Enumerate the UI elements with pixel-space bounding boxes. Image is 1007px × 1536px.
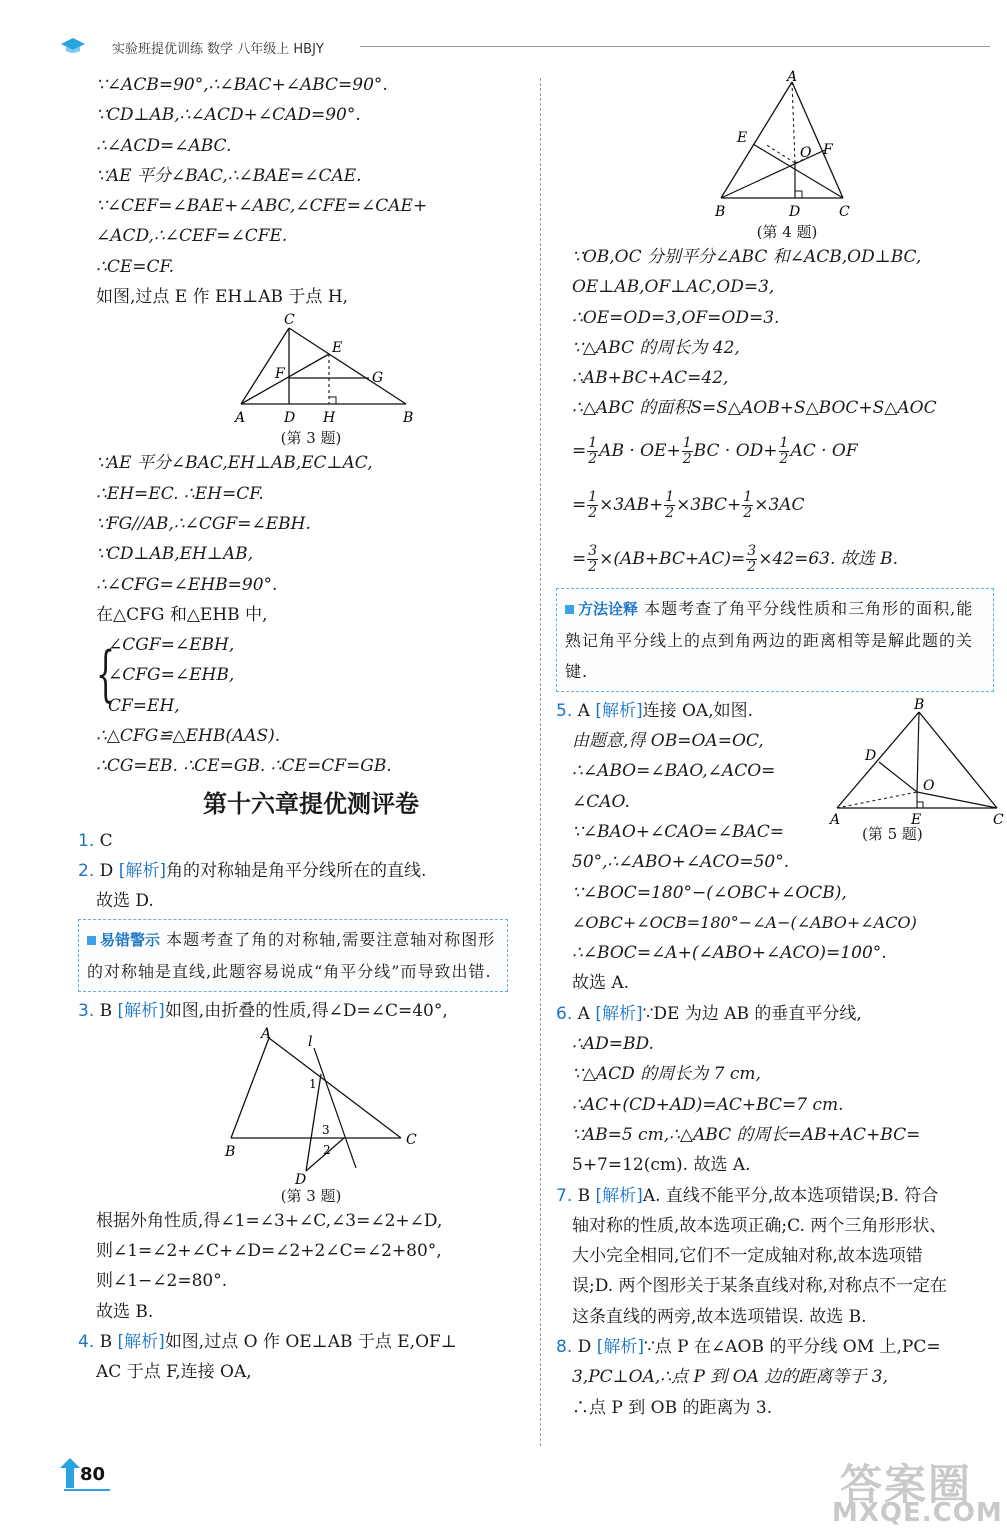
label-1: 1 <box>309 1076 317 1091</box>
label-g: G <box>372 370 384 387</box>
text-line: 故选 B. <box>96 1301 154 1322</box>
label-e: E <box>737 130 748 146</box>
denominator: 2 <box>743 504 753 521</box>
warning-text: 本题考查了角的对称轴,需要注意轴对称图形的对称轴是直线,此题容易说成“角平分线”而导致出错. <box>87 929 496 981</box>
eq-sign: = <box>572 548 587 569</box>
text-line: 大小完全相同,它们不一定成轴对称,故本选项错 <box>572 1246 923 1267</box>
question-3 <box>78 996 526 1026</box>
text-line: 则∠1−∠2=80°. <box>96 1271 228 1292</box>
method-label: 方法诠释 <box>565 600 638 618</box>
fraction <box>587 490 598 521</box>
text-line: 这条直线的两旁,故本选项错误. 故选 B. <box>572 1306 867 1327</box>
text-line: ∴△CFG≌△EHB(AAS). <box>96 726 281 747</box>
text-line: ∴CG=EB. ∴CE=GB. ∴CE=CF=GB. <box>96 756 392 777</box>
warning-label: 易错警示 <box>87 931 160 949</box>
text-line: ∴∠BOC=∠A+(∠ABO+∠ACO)=100°. <box>572 943 887 964</box>
label-f: F <box>275 366 285 383</box>
question-6 <box>556 999 1002 1029</box>
denominator: 2 <box>588 504 598 521</box>
analysis-text: A. 直线不能平分,故本选项错误;B. 符合 <box>642 1185 939 1206</box>
text-line: 在△CFG 和△EHB 中, <box>96 604 268 625</box>
answer: A <box>577 1003 590 1024</box>
analysis-text: ∵DE 为边 AB 的垂直平分线, <box>642 1003 862 1024</box>
figure-q5-triangle <box>827 696 1005 836</box>
eq-sign: = <box>572 494 587 515</box>
warning-note <box>78 919 508 992</box>
equation-line <box>572 424 1002 478</box>
system-line: CF=EH, <box>108 695 180 716</box>
label-d: D <box>284 410 296 427</box>
analysis-text: 如图,过点 O 作 OE⊥AB 于点 E,OF⊥ <box>164 1332 457 1353</box>
text-line: 由题意,得 OB=OA=OC, <box>572 731 764 752</box>
question-number: 1. <box>78 830 95 851</box>
label-c: C <box>406 1131 417 1148</box>
page-number: 80 <box>80 1464 106 1485</box>
text-line: 故选 A. <box>572 973 630 994</box>
text-line: ∴点 P 到 OB 的距离为 3. <box>572 1397 773 1418</box>
answer: B <box>99 1000 113 1021</box>
question-7 <box>556 1181 1002 1211</box>
numerator: 3 <box>588 542 598 559</box>
figure-caption: (第 3 题) <box>280 1186 342 1205</box>
text-line: ∵∠BAO+∠CAO=∠BAC= <box>572 821 784 842</box>
text-line: ∴EH=EC. ∴EH=CF. <box>96 483 264 504</box>
figure-q4-triangle <box>707 70 867 230</box>
analysis-text: ∵点 P 在∠AOB 的平分线 OM 上,PC= <box>643 1337 941 1358</box>
label-3: 3 <box>322 1122 330 1137</box>
text-line: 根据外角性质,得∠1=∠3+∠C,∠3=∠2+∠D, <box>96 1210 443 1231</box>
analysis-tag: [解析] <box>595 700 643 721</box>
answer: D <box>577 1337 592 1358</box>
text-line: 故选 D. <box>96 891 154 912</box>
numerator: 1 <box>743 488 753 505</box>
header-rule <box>360 46 990 47</box>
figure-caption: (第 3 题) <box>280 429 342 448</box>
analysis-tag: [解析] <box>595 1185 643 1206</box>
text-line: 误;D. 两个图形关于某条直线对称,对称点不一定在 <box>572 1276 947 1297</box>
column-divider <box>540 78 541 1446</box>
figure-q3-fold <box>211 1025 417 1188</box>
text-line: ∵△ACD 的周长为 7 cm, <box>572 1064 761 1085</box>
answer: A <box>577 700 590 721</box>
question-1 <box>78 826 526 856</box>
label-l: l <box>308 1033 313 1050</box>
analysis-text: 如图,由折叠的性质,得∠D=∠C=40°, <box>164 1000 448 1021</box>
analysis-text: 连接 OA,如图. <box>642 700 754 721</box>
brace-glyph: { <box>96 639 116 710</box>
text-line: ∵CD⊥AB,∴∠ACD+∠CAD=90°. <box>96 105 361 126</box>
text-line: ∴AD=BD. <box>572 1034 654 1055</box>
question-number: 4. <box>78 1332 95 1353</box>
fraction <box>682 436 693 467</box>
question-number: 5. <box>556 700 573 721</box>
question-number: 6. <box>556 1003 573 1024</box>
label-d: D <box>865 747 877 764</box>
label-b: B <box>403 410 414 427</box>
eq-sign: = <box>572 440 587 461</box>
question-number: 8. <box>556 1337 573 1358</box>
analysis-text: 角的对称轴是角平分线所在的直线. <box>165 860 427 881</box>
answer: C <box>99 830 113 851</box>
text-line: 3,PC⊥OA,∴点 P 到 OA 边的距离等于 3, <box>572 1367 888 1388</box>
eq-term: ×3AC <box>754 494 805 515</box>
label-h: H <box>323 410 336 427</box>
question-number: 2. <box>78 860 95 881</box>
page-header <box>60 34 990 58</box>
text-line: 如图,过点 E 作 EH⊥AB 于点 H, <box>96 287 349 308</box>
denominator: 2 <box>588 450 598 467</box>
eq-term: ×42=63. 故选 B. <box>758 548 899 569</box>
label-f: F <box>823 142 833 158</box>
label-b: B <box>225 1143 236 1160</box>
system-line: ∠CFG=∠EHB, <box>108 665 235 686</box>
question-4 <box>78 1327 526 1357</box>
eq-term: BC · OD+ <box>693 440 778 461</box>
label-a: A <box>830 811 841 828</box>
text-line: ∴AC+(CD+AD)=AC+BC=7 cm. <box>572 1094 844 1115</box>
label-c: C <box>284 312 295 329</box>
text-line: ∵∠BOC=180°−(∠OBC+∠OCB), <box>572 882 847 903</box>
text-line: ∵AE 平分∠BAC,EH⊥AB,EC⊥AC, <box>96 453 373 474</box>
numerator: 1 <box>588 488 598 505</box>
watermark-line2: MXQE.COM <box>832 1498 1003 1528</box>
text-line: OE⊥AB,OF⊥AC,OD=3, <box>572 277 775 298</box>
fraction <box>746 544 757 575</box>
fraction <box>587 544 598 575</box>
text-line: 则∠1=∠2+∠C+∠D=∠2+2∠C=∠2+80°, <box>96 1241 442 1262</box>
label-2: 2 <box>323 1142 331 1157</box>
denominator: 2 <box>779 450 789 467</box>
text-line: 5+7=12(cm). 故选 A. <box>572 1155 751 1176</box>
numerator: 1 <box>682 434 692 451</box>
denominator: 2 <box>747 558 757 575</box>
text-line: ∠OBC+∠OCB=180°−∠A−(∠ABO+∠ACO) <box>572 912 917 932</box>
watermark-logo <box>820 1452 1003 1532</box>
question-number: 7. <box>556 1185 573 1206</box>
label-a: A <box>235 410 246 427</box>
question-8 <box>556 1332 1002 1362</box>
text-line: AC 于点 F,连接 OA, <box>96 1362 252 1383</box>
label-d: D <box>789 204 801 220</box>
analysis-tag: [解析] <box>117 1000 165 1021</box>
label-a: A <box>787 69 798 85</box>
analysis-tag: [解析] <box>117 1332 165 1353</box>
label-a: A <box>261 1025 272 1042</box>
method-text: 本题考查了角平分线性质和三角形的面积,能熟记角平分线上的点到角两边的距离相等是解此题的关键. <box>565 598 974 681</box>
numerator: 1 <box>588 434 598 451</box>
numerator: 1 <box>665 488 675 505</box>
numerator: 3 <box>747 542 757 559</box>
figure-caption: (第 4 题) <box>756 223 818 241</box>
text-line: ∵FG//AB,∴∠CGF=∠EBH. <box>96 513 311 534</box>
numerator: 1 <box>779 434 789 451</box>
equation-system <box>96 630 526 721</box>
text-line: ∠CAO. <box>572 791 630 812</box>
eq-term: AC · OF <box>790 440 858 461</box>
text-line: ∴OE=OD=3,OF=OD=3. <box>572 307 780 328</box>
left-column <box>78 70 526 1388</box>
fraction <box>587 436 598 467</box>
label-b: B <box>715 204 726 220</box>
text-line: 轴对称的性质,故本选项正确;C. 两个三角形形状、 <box>572 1215 947 1236</box>
text-line: ∠ACD,∴∠CEF=∠CFE. <box>96 226 288 247</box>
label-c: C <box>993 811 1004 828</box>
analysis-tag: [解析] <box>118 860 166 881</box>
label-o: O <box>923 777 935 794</box>
header-title: 实验班提优训练 数学 八年级上 HBJY <box>112 42 324 57</box>
equation-line <box>572 532 1002 586</box>
label-c: C <box>839 204 850 220</box>
eq-term: ×(AB+BC+AC)= <box>599 548 746 569</box>
equation-line <box>572 478 1002 532</box>
text-line: ∵CD⊥AB,EH⊥AB, <box>96 544 254 565</box>
text-line: ∵∠ACB=90°,∴∠BAC+∠ABC=90°. <box>96 75 388 95</box>
question-5-block <box>556 696 1004 878</box>
label-e: E <box>332 340 343 357</box>
text-line: ∴△ABC 的面积S=S△AOB+S△BOC+S△AOC <box>572 398 937 419</box>
analysis-tag: [解析] <box>595 1003 643 1024</box>
text-line: ∵∠CEF=∠BAE+∠ABC,∠CFE=∠CAE+ <box>96 196 428 217</box>
system-line: ∠CGF=∠EBH, <box>108 635 235 656</box>
eq-term: AB · OE+ <box>599 440 681 461</box>
figure-q3-triangle <box>211 312 414 428</box>
denominator: 2 <box>665 504 675 521</box>
question-2 <box>78 856 526 886</box>
graduation-cap-icon <box>60 36 86 56</box>
fraction <box>779 436 790 467</box>
text-line: 50°,∴∠ABO+∠ACO=50°. <box>572 852 790 873</box>
text-line: ∵AE 平分∠BAC,∴∠BAE=∠CAE. <box>96 165 362 186</box>
label-b: B <box>914 696 925 713</box>
question-number: 3. <box>78 1000 95 1021</box>
answer: B <box>99 1332 113 1353</box>
text-line: ∴∠ACD=∠ABC. <box>96 135 232 156</box>
label-e: E <box>911 811 922 828</box>
text-line: ∵OB,OC 分别平分∠ABC 和∠ACB,OD⊥BC, <box>572 247 922 267</box>
chapter-title: 第十六章提优测评卷 <box>203 789 419 818</box>
text-line: ∴CE=CF. <box>96 256 175 277</box>
answer: D <box>99 860 114 881</box>
text-line: ∵AB=5 cm,∴△ABC 的周长=AB+AC+BC= <box>572 1124 921 1145</box>
figure-caption: (第 5 题) <box>862 824 923 843</box>
text-line: ∴∠ABO=∠BAO,∠ACO= <box>572 761 776 782</box>
eq-term: ×3AB+ <box>599 494 664 515</box>
eq-term: ×3BC+ <box>676 494 742 515</box>
right-column <box>556 69 1004 1423</box>
method-note <box>556 588 994 692</box>
label-d: D <box>295 1171 307 1188</box>
answer: B <box>577 1185 591 1206</box>
label-o: O <box>800 145 812 161</box>
text-line: ∴∠CFG=∠EHB=90°. <box>96 574 278 595</box>
text-line: ∵△ABC 的周长为 42, <box>572 337 740 358</box>
fraction <box>742 490 753 521</box>
analysis-tag: [解析] <box>596 1337 644 1358</box>
denominator: 2 <box>682 450 692 467</box>
denominator: 2 <box>588 558 598 575</box>
text-line: ∴AB+BC+AC=42, <box>572 368 729 389</box>
fraction <box>664 490 675 521</box>
watermark-line1: 答案圈 <box>840 1460 973 1509</box>
